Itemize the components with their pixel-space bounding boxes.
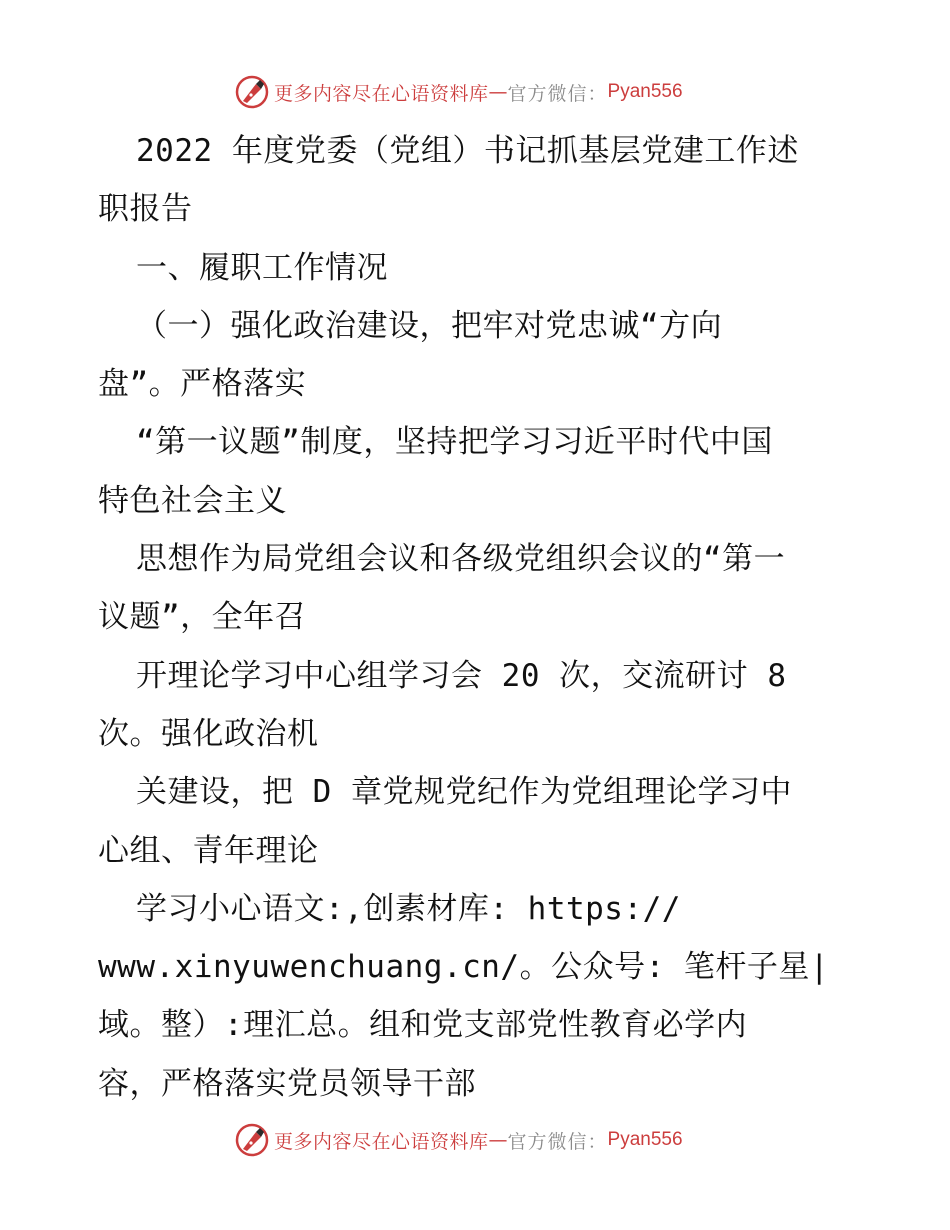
body-text-line: 关建设，把 D 章党规党纪作为党组理论学习中 bbox=[136, 774, 792, 811]
body-text-line: 思想作为局党组会议和各级党组织会议的“第一 bbox=[136, 541, 786, 578]
body-text-line: “第一议题”制度，坚持把学习习近平时代中国 bbox=[136, 424, 773, 461]
body-text-line: 容，严格落实党员领导干部 bbox=[98, 1065, 476, 1102]
document-title-line-2: 职报告 bbox=[98, 191, 193, 228]
subsection-heading-line-2: 盘”。严格落实 bbox=[98, 366, 307, 403]
body-text-line: 心组、青年理论 bbox=[98, 832, 319, 869]
body-text-line: 域。整）:理汇总。组和党支部党性教育必学内 bbox=[98, 1007, 748, 1044]
body-text-line: 学习小心语文:,创素材库: https:// bbox=[136, 890, 681, 927]
header-watermark bbox=[234, 72, 683, 112]
section-heading: 一、履职工作情况 bbox=[136, 249, 388, 286]
body-text-line: 议题”，全年召 bbox=[98, 599, 307, 636]
watermark-official-label: 官方微信： bbox=[507, 82, 608, 105]
body-text-line: 特色社会主义 bbox=[98, 482, 287, 519]
body-text-line: 开理论学习中心组学习会 20 次，交流研讨 8 bbox=[136, 657, 787, 694]
pen-nib-logo-icon bbox=[234, 74, 270, 110]
pen-nib-logo-icon bbox=[234, 1122, 270, 1158]
watermark-dash: — bbox=[488, 81, 508, 103]
watermark-dash: — bbox=[488, 1129, 508, 1151]
body-text-line: www.xinyuwenchuang.cn/。公众号: 笔杆子星| bbox=[98, 949, 830, 986]
document-title-line-1: 2022 年度党委（党组）书记抓基层党建工作述 bbox=[136, 133, 799, 169]
body-text-line: 次。强化政治机 bbox=[98, 715, 319, 752]
watermark-official-label: 官方微信： bbox=[507, 1130, 608, 1153]
document-body bbox=[98, 122, 858, 1113]
subsection-heading-line-1: （一）强化政治建设，把牢对党忠诚“方向 bbox=[136, 307, 723, 344]
watermark-wechat-id: Pyan556 bbox=[607, 81, 683, 102]
footer-watermark bbox=[234, 1120, 683, 1160]
watermark-site-text: 更多内容尽在心语资料库 bbox=[274, 82, 489, 105]
watermark-wechat-id: Pyan556 bbox=[607, 1129, 683, 1150]
watermark-site-text: 更多内容尽在心语资料库 bbox=[274, 1130, 489, 1153]
